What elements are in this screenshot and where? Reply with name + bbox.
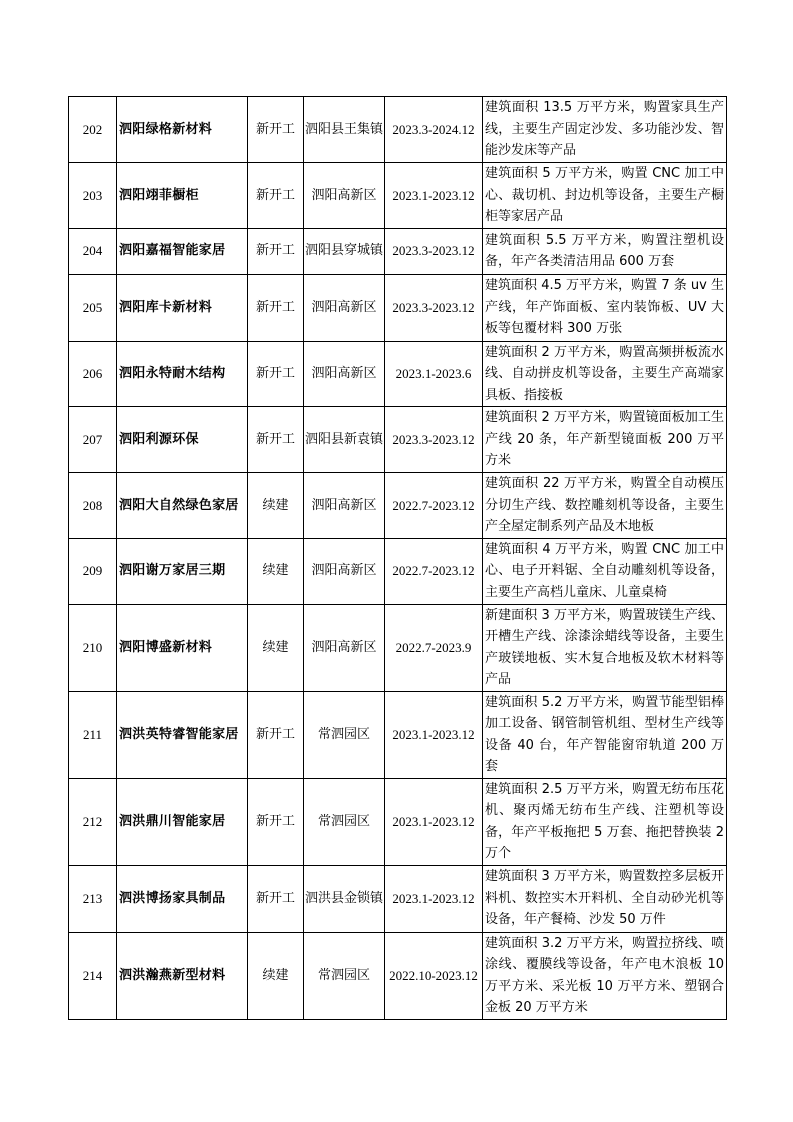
project-content: 建筑面积 13.5 万平方米，购置家具生产线，主要生产固定沙发、多功能沙发、智能沙发床等产品	[483, 97, 727, 163]
project-content: 建筑面积 2.5 万平方米，购置无纺布压花机、聚丙烯无纺布生产线、注塑机等设备，年产平板拖把 5 万套、拖把替换装 2 万个	[483, 778, 727, 865]
project-name: 泗阳博盛新材料	[117, 604, 248, 691]
table-row	[69, 932, 727, 1019]
construction-period: 2023.1-2023.12	[385, 865, 483, 932]
project-table-body	[69, 97, 727, 1020]
project-name: 泗阳利源环保	[117, 407, 248, 473]
construction-type: 续建	[248, 473, 304, 539]
project-table	[68, 96, 727, 1020]
project-content: 新建面积 3 万平方米，购置玻镁生产线、开槽生产线、涂漆涂蜡线等设备，主要生产玻镁地板、实木复合地板及软木材料等产品	[483, 604, 727, 691]
construction-period: 2023.1-2023.6	[385, 341, 483, 407]
construction-type: 新开工	[248, 341, 304, 407]
project-number: 214	[69, 932, 117, 1019]
table-row	[69, 691, 727, 778]
project-number: 212	[69, 778, 117, 865]
project-content: 建筑面积 4.5 万平方米，购置 7 条 uv 生产线，年产饰面板、室内装饰板、UV 大板等包覆材料 300 万张	[483, 274, 727, 341]
construction-type: 新开工	[248, 163, 304, 229]
construction-type: 新开工	[248, 778, 304, 865]
project-location: 泗阳高新区	[304, 604, 385, 691]
construction-period: 2022.7-2023.12	[385, 473, 483, 539]
construction-type: 续建	[248, 932, 304, 1019]
construction-type: 新开工	[248, 865, 304, 932]
table-row	[69, 274, 727, 341]
project-content: 建筑面积 4 万平方米，购置 CNC 加工中心、电子开料锯、全自动雕刻机等设备，主要生产高档儿童床、儿童桌椅	[483, 538, 727, 604]
project-name: 泗阳永特耐木结构	[117, 341, 248, 407]
project-name: 泗洪瀚燕新型材料	[117, 932, 248, 1019]
table-row	[69, 604, 727, 691]
project-name: 泗洪英特睿智能家居	[117, 691, 248, 778]
table-row	[69, 163, 727, 229]
project-number: 202	[69, 97, 117, 163]
project-location: 常泗园区	[304, 691, 385, 778]
project-name: 泗洪鼎川智能家居	[117, 778, 248, 865]
project-location: 泗阳县新袁镇	[304, 407, 385, 473]
project-location: 泗阳高新区	[304, 163, 385, 229]
construction-type: 新开工	[248, 691, 304, 778]
construction-type: 新开工	[248, 228, 304, 274]
project-number: 211	[69, 691, 117, 778]
construction-type: 新开工	[248, 97, 304, 163]
project-content: 建筑面积 2 万平方米，购置高频拼板流水线、自动拼皮机等设备，主要生产高端家具板、指接板	[483, 341, 727, 407]
project-location: 泗阳高新区	[304, 274, 385, 341]
project-number: 209	[69, 538, 117, 604]
construction-type: 续建	[248, 538, 304, 604]
project-content: 建筑面积 2 万平方米，购置镜面板加工生产线 20 条，年产新型镜面板 200 万平方米	[483, 407, 727, 473]
project-name: 泗阳绿格新材料	[117, 97, 248, 163]
table-row	[69, 97, 727, 163]
project-number: 204	[69, 228, 117, 274]
project-location: 泗阳高新区	[304, 538, 385, 604]
project-name: 泗阳翊菲橱柜	[117, 163, 248, 229]
project-number: 213	[69, 865, 117, 932]
table-row	[69, 228, 727, 274]
construction-period: 2023.1-2023.12	[385, 163, 483, 229]
project-location: 泗阳高新区	[304, 341, 385, 407]
construction-type: 续建	[248, 604, 304, 691]
project-location: 泗阳高新区	[304, 473, 385, 539]
construction-period: 2023.3-2023.12	[385, 407, 483, 473]
construction-type: 新开工	[248, 407, 304, 473]
table-row	[69, 473, 727, 539]
construction-period: 2022.7-2023.12	[385, 538, 483, 604]
construction-period: 2022.10-2023.12	[385, 932, 483, 1019]
construction-period: 2023.1-2023.12	[385, 778, 483, 865]
project-location: 常泗园区	[304, 778, 385, 865]
project-name: 泗阳库卡新材料	[117, 274, 248, 341]
project-name: 泗阳嘉福智能家居	[117, 228, 248, 274]
project-name: 泗洪博扬家具制品	[117, 865, 248, 932]
construction-period: 2022.7-2023.9	[385, 604, 483, 691]
project-number: 210	[69, 604, 117, 691]
project-location: 泗阳县穿城镇	[304, 228, 385, 274]
table-row	[69, 407, 727, 473]
project-content: 建筑面积 3.2 万平方米，购置拉挤线、喷涂线、覆膜线等设备，年产电木浪板 10 万平方米、采光板 10 万平方米、塑钢合金板 20 万平方米	[483, 932, 727, 1019]
table-row	[69, 778, 727, 865]
construction-type: 新开工	[248, 274, 304, 341]
project-number: 208	[69, 473, 117, 539]
project-location: 泗阳县王集镇	[304, 97, 385, 163]
project-content: 建筑面积 5.2 万平方米，购置节能型铝棒加工设备、钢管制管机组、型材生产线等设备 40 台，年产智能窗帘轨道 200 万套	[483, 691, 727, 778]
project-content: 建筑面积 3 万平方米，购置数控多层板开料机、数控实木开料机、全自动砂光机等设备，年产餐椅、沙发 50 万件	[483, 865, 727, 932]
construction-period: 2023.3-2024.12	[385, 97, 483, 163]
project-location: 常泗园区	[304, 932, 385, 1019]
table-row	[69, 865, 727, 932]
table-row	[69, 341, 727, 407]
project-content: 建筑面积 5.5 万平方米，购置注塑机设备，年产各类清洁用品 600 万套	[483, 228, 727, 274]
project-content: 建筑面积 22 万平方米，购置全自动模压分切生产线、数控雕刻机等设备，主要生产全屋定制系列产品及木地板	[483, 473, 727, 539]
project-number: 207	[69, 407, 117, 473]
project-number: 205	[69, 274, 117, 341]
project-content: 建筑面积 5 万平方米，购置 CNC 加工中心、裁切机、封边机等设备，主要生产橱柜等家居产品	[483, 163, 727, 229]
table-row	[69, 538, 727, 604]
project-name: 泗阳大自然绿色家居	[117, 473, 248, 539]
construction-period: 2023.3-2023.12	[385, 228, 483, 274]
project-location: 泗洪县金锁镇	[304, 865, 385, 932]
construction-period: 2023.1-2023.12	[385, 691, 483, 778]
project-number: 206	[69, 341, 117, 407]
construction-period: 2023.3-2023.12	[385, 274, 483, 341]
project-name: 泗阳谢万家居三期	[117, 538, 248, 604]
project-number: 203	[69, 163, 117, 229]
